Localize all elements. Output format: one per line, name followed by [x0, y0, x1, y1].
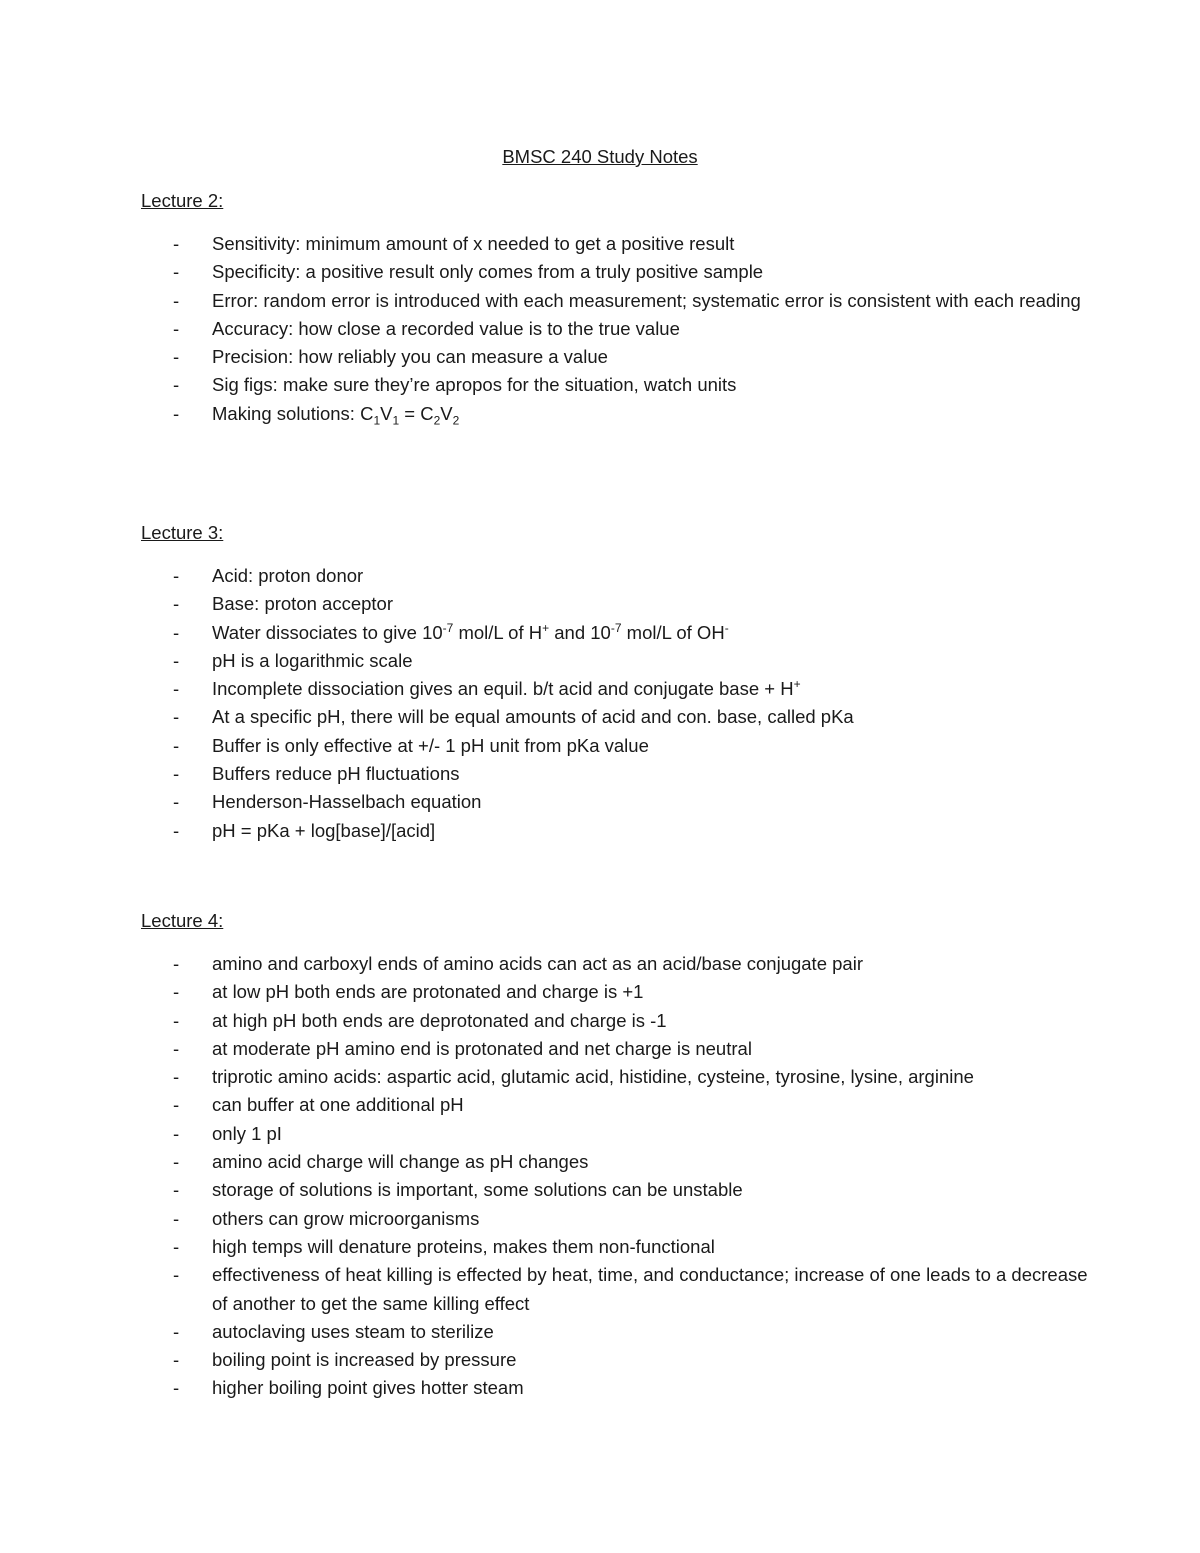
list-item: [141, 1346, 1101, 1374]
bullet-dash: -: [173, 1009, 180, 1031]
bullet-dash: -: [173, 763, 180, 785]
bullet-list: [141, 562, 1101, 845]
list-item: [141, 371, 1101, 399]
document-title: BMSC 240 Study Notes: [502, 146, 698, 167]
list-item-text: triprotic amino acids: aspartic acid, glutamic acid, histidine, cysteine, tyrosine, lysine, arginine: [212, 1066, 974, 1088]
list-item-text: Specificity: a positive result only comes from a truly positive sample: [212, 261, 764, 283]
list-item: [141, 315, 1101, 343]
bullet-dash: -: [173, 1151, 180, 1173]
list-item-text: Buffers reduce pH fluctuations: [212, 763, 460, 785]
list-item-text: storage of solutions is important, some solutions can be unstable: [212, 1179, 743, 1201]
bullet-dash: -: [173, 1066, 180, 1088]
list-item: [141, 1205, 1101, 1233]
list-item: [141, 788, 1101, 816]
list-item-text: Error: random error is introduced with each measurement; systematic error is consistent with each reading: [212, 289, 1081, 311]
bullet-dash: -: [173, 565, 180, 586]
list-item: [141, 258, 1101, 286]
list-item: [141, 1318, 1101, 1346]
list-item-text: high temps will denature proteins, makes them non-functional: [212, 1235, 715, 1257]
list-item: [141, 978, 1101, 1006]
bullet-list: [141, 950, 1101, 1403]
list-item-text: boiling point is increased by pressure: [212, 1349, 517, 1371]
list-item: [141, 287, 1101, 315]
list-item-text: Accuracy: how close a recorded value is to the true value: [212, 317, 680, 339]
list-item: [141, 675, 1101, 703]
bullet-dash: -: [173, 1179, 180, 1201]
list-item: [141, 230, 1101, 258]
list-item-text: amino acid charge will change as pH changes: [212, 1151, 589, 1173]
list-item-text: only 1 pI: [212, 1122, 282, 1144]
list-item-text: others can grow microorganisms: [212, 1207, 480, 1229]
bullet-dash: -: [173, 1122, 180, 1144]
list-item: [141, 647, 1101, 675]
bullet-dash: -: [173, 261, 180, 283]
bullet-dash: -: [173, 1037, 180, 1059]
bullet-dash: -: [173, 1235, 180, 1257]
bullet-dash: -: [173, 402, 180, 424]
list-item: [141, 400, 1101, 428]
list-item-text: Precision: how reliably you can measure a value: [212, 346, 608, 368]
bullet-list: [141, 230, 1101, 428]
list-item-text: Acid: proton donor: [212, 565, 364, 586]
list-item: [141, 760, 1101, 788]
list-item: [141, 950, 1101, 978]
list-item-text: autoclaving uses steam to sterilize: [212, 1320, 494, 1342]
list-item: [141, 590, 1101, 618]
bullet-dash: -: [173, 1377, 180, 1399]
list-item-text: amino and carboxyl ends of amino acids can act as an acid/base conjugate pair: [212, 953, 863, 974]
bullet-dash: -: [173, 1264, 180, 1286]
bullet-dash: -: [173, 981, 180, 1003]
list-item: [141, 562, 1101, 590]
list-item-text: pH = pKa + log[base]/[acid]: [212, 819, 436, 841]
list-item-text: higher boiling point gives hotter steam: [212, 1377, 524, 1399]
list-item: [141, 1091, 1101, 1119]
list-item-text: effectiveness of heat killing is effected by heat, time, and conductance; increase of one leads to a decrease of another to get the same killing effect: [212, 1264, 1088, 1314]
bullet-dash: -: [173, 621, 180, 643]
bullet-dash: -: [173, 1349, 180, 1371]
list-item-text: Sensitivity: minimum amount of x needed to get a positive result: [212, 233, 735, 254]
bullet-dash: -: [173, 678, 180, 700]
list-item: [141, 732, 1101, 760]
bullet-dash: -: [173, 289, 180, 311]
list-item: [141, 817, 1101, 845]
list-item-text: pH is a logarithmic scale: [212, 649, 413, 671]
bullet-dash: -: [173, 1207, 180, 1229]
list-item-text: Base: proton acceptor: [212, 593, 393, 615]
list-item: [141, 1035, 1101, 1063]
list-item: [141, 1233, 1101, 1261]
section-heading: Lecture 3:: [141, 522, 224, 543]
bullet-dash: -: [173, 791, 180, 813]
list-item: [141, 1374, 1101, 1402]
bullet-dash: -: [173, 346, 180, 368]
list-item: [141, 1176, 1101, 1204]
list-item: [141, 343, 1101, 371]
list-item: [141, 1120, 1101, 1148]
bullet-dash: -: [173, 593, 180, 615]
bullet-dash: -: [173, 233, 180, 254]
list-item: [141, 1063, 1101, 1091]
list-item: [141, 1261, 1101, 1318]
list-item-text: Buffer is only effective at +/- 1 pH unit from pKa value: [212, 734, 649, 756]
section-heading: Lecture 2:: [141, 190, 224, 211]
section-lecture-2: [141, 187, 1101, 428]
bullet-dash: -: [173, 953, 180, 974]
list-item: [141, 1148, 1101, 1176]
list-item-text: Incomplete dissociation gives an equil. b/t acid and conjugate base + H+: [212, 677, 801, 700]
list-item-text: Sig figs: make sure they’re apropos for the situation, watch units: [212, 374, 737, 396]
list-item: [141, 703, 1101, 731]
list-item-text: at high pH both ends are deprotonated and charge is -1: [212, 1009, 667, 1031]
bullet-dash: -: [173, 1320, 180, 1342]
section-heading: Lecture 4:: [141, 910, 224, 931]
list-item-text: at moderate pH amino end is protonated and net charge is neutral: [212, 1037, 752, 1059]
list-item: [141, 1007, 1101, 1035]
bullet-dash: -: [173, 317, 180, 339]
section-lecture-4: [141, 907, 1101, 1403]
section-lecture-3: [141, 519, 1101, 845]
list-item: [141, 619, 1101, 647]
bullet-dash: -: [173, 734, 180, 756]
list-item-text: Henderson-Hasselbach equation: [212, 791, 482, 813]
bullet-dash: -: [173, 706, 180, 728]
bullet-dash: -: [173, 1094, 180, 1116]
list-item-text: Water dissociates to give $10^{-7}$ mol/L of H+ and $10^{-7}$ mol/L of OH-: [212, 620, 729, 643]
list-item-text: can buffer at one additional pH: [212, 1094, 464, 1116]
bullet-dash: -: [173, 819, 180, 841]
bullet-dash: -: [173, 374, 180, 396]
bullet-dash: -: [173, 649, 180, 671]
list-item-text: Making solutions: $C_1V_1 = C_2V_2$: [212, 402, 460, 428]
list-item-text: at low pH both ends are protonated and charge is +1: [212, 981, 644, 1003]
list-item-text: At a specific pH, there will be equal amounts of acid and con. base, called pKa: [212, 706, 854, 728]
